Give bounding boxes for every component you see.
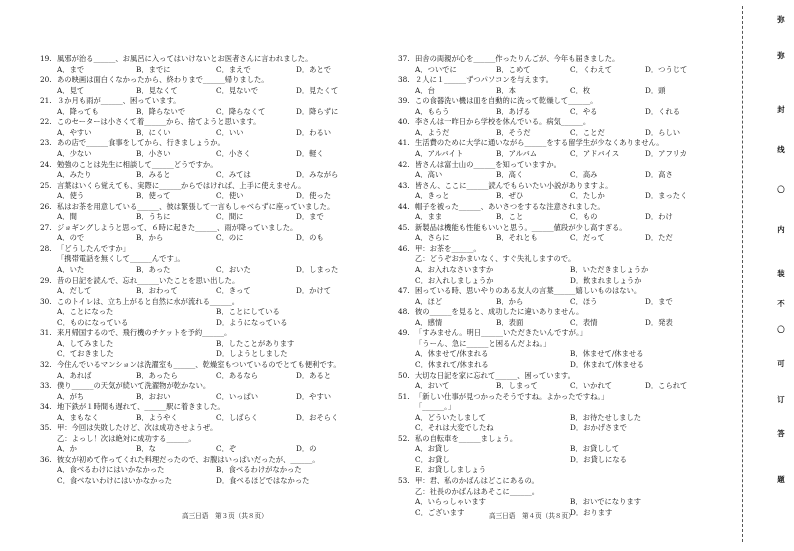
question-number: 32. — [40, 359, 52, 369]
answer-option: D．飲まれましょうか — [570, 275, 642, 285]
question-line — [40, 160, 218, 171]
answer-option: D．おそらく — [296, 412, 339, 422]
answer-option: D．ようになっている — [216, 317, 288, 327]
question-line — [398, 254, 575, 265]
answer-option: B．ぜひ — [496, 191, 524, 201]
answer-option: B．こと — [496, 212, 524, 222]
answer-option: C．枚 — [570, 85, 591, 95]
question-text: 彼女が初めて作ってくれた料理だったので、お腹はいっぱいだったが、______。 — [57, 454, 320, 464]
binding-char — [734, 224, 794, 235]
answer-option: A．か — [57, 444, 77, 454]
answer-option: B．な — [136, 444, 156, 454]
binding-char-text: 线 — [777, 145, 785, 154]
question-text: 大切な日記を家に忘れて______、困っています。 — [415, 370, 575, 380]
question-text: 乙：どうぞおかまいなく、すぐ失礼しますので。 — [415, 254, 576, 264]
question-text: 勉強のことは先生に相談して______どうですか。 — [57, 159, 218, 169]
question-text: ２人に１______ずつパソコンを与えます。 — [415, 75, 553, 85]
question-number: 29. — [40, 275, 52, 285]
question-text: 彼の______を見ると、成功したに違いありません。 — [415, 307, 584, 317]
question-line — [40, 244, 130, 255]
question-number: 47. — [398, 286, 410, 296]
answer-option: D．しようとしました — [216, 349, 288, 359]
answer-option: C．ほう — [570, 296, 598, 306]
question-line — [398, 307, 583, 318]
answer-option: A．アルバイト — [415, 148, 464, 158]
question-number: 20. — [40, 75, 52, 85]
question-text: 「どうしたんですか」 — [57, 243, 130, 253]
answer-option: B．から — [136, 233, 164, 243]
question-line — [40, 75, 269, 86]
binding-char — [734, 14, 794, 25]
answer-option: B．しまって — [496, 381, 538, 391]
binding-char-text: 答 — [777, 429, 785, 438]
answer-option: A．してみました — [57, 338, 114, 348]
question-number: 49. — [398, 328, 410, 338]
question-line — [40, 117, 260, 128]
answer-option: A．感情 — [415, 317, 443, 327]
answer-option: C．いかれて — [570, 381, 613, 391]
answer-option: A．おいて — [415, 381, 450, 391]
answer-option: C．それは大変でしたね — [415, 423, 494, 433]
binding-char-text: 〇 — [777, 325, 785, 334]
answer-option: D．らしい — [645, 127, 681, 137]
answer-option: D．見たくて — [296, 85, 339, 95]
answer-option: B．うちに — [136, 212, 171, 222]
binding-char — [734, 324, 794, 335]
answer-option: D．あとで — [296, 64, 332, 74]
answer-option: A．台 — [415, 85, 435, 95]
question-text: このトイレは、立ち上がると自然に水が流れる______。 — [57, 296, 240, 306]
question-line — [398, 54, 619, 65]
answer-option: A．食べるわけにはいかなかった — [57, 465, 165, 475]
question-text: 私はお茶を用意している______、彼は緊張して一言もしゃべらずに座っていました。 — [57, 201, 335, 211]
question-line — [398, 402, 455, 413]
question-text: 「すみません。明日______いただきたいんですが。」 — [415, 328, 587, 338]
question-line — [398, 328, 587, 339]
binding-char-text: 订 — [777, 395, 785, 404]
answer-option: B．休ませて/休ませる — [570, 349, 644, 359]
question-line — [40, 297, 239, 308]
answer-option: D．やすい — [296, 391, 332, 401]
answer-option: D．まで — [645, 296, 673, 306]
binding-char — [734, 104, 794, 115]
answer-option: D．の — [296, 444, 317, 454]
question-number: 46. — [398, 243, 410, 253]
answer-option: A．やすい — [57, 127, 92, 137]
question-text: 田舎の両親が心を______作ったりんごが、今年も届きました。 — [415, 54, 620, 63]
question-line — [40, 138, 225, 149]
answer-option: C．のに — [216, 233, 244, 243]
question-number: 38. — [398, 75, 410, 85]
answer-option: D．頭 — [645, 85, 666, 95]
question-text: 乙：よっし！次は絶対に成功する______。 — [57, 433, 196, 443]
question-number: 39. — [398, 96, 410, 106]
question-line — [40, 455, 320, 466]
question-number: 35. — [40, 423, 52, 433]
question-text: 地下鉄が１時間も遅れて、______駅に着きました。 — [57, 402, 225, 412]
question-text: 甲：君、私のかばんはどこにあるの。 — [415, 476, 539, 485]
answer-option: D．おかげさまで — [570, 423, 627, 433]
answer-option: A．見て — [57, 85, 85, 95]
binding-char-text: 题 — [777, 475, 785, 484]
question-line — [398, 181, 612, 192]
binding-char-text: 弥 — [777, 51, 785, 60]
binding-char — [734, 50, 794, 61]
question-number: 31. — [40, 328, 52, 338]
answer-option: B．それとも — [496, 233, 538, 243]
binding-char — [734, 144, 794, 155]
question-text: 風邪が治る______、お風呂に入ってはいけないとお医者さんに言われました。 — [57, 54, 313, 63]
question-number: 34. — [40, 402, 52, 412]
question-line — [398, 487, 539, 498]
question-number: 37. — [398, 54, 410, 63]
answer-option: C．降らなくて — [216, 106, 266, 116]
answer-option: B．いただきましょうか — [570, 265, 649, 274]
question-text: 昔の日記を読んで、忘れ______いたことを思い出した。 — [57, 275, 240, 285]
answer-option: C．いい — [216, 127, 244, 137]
binding-char — [734, 428, 794, 439]
question-line — [398, 96, 597, 107]
question-line — [40, 402, 225, 413]
question-text: 僕り______の天気が続いて洗濯物が乾かない。 — [57, 381, 211, 391]
answer-option: A．高い — [415, 170, 443, 180]
question-text: 新製品は機能も性能もいいと思う。______値段が少し高すぎる。 — [415, 222, 627, 232]
question-text: 乙：社長のかばんはあそこに______。 — [415, 486, 540, 496]
question-line — [398, 75, 553, 86]
answer-option: D．しまった — [296, 265, 339, 274]
answer-option: C．いっぱい — [216, 391, 259, 401]
question-number: 27. — [40, 222, 52, 232]
answer-option: C．使い — [216, 191, 244, 201]
answer-option: C．間に — [216, 212, 244, 222]
answer-option: C．しばらく — [216, 412, 259, 422]
question-line — [398, 160, 561, 171]
question-line — [398, 244, 481, 255]
answer-option: B．みると — [136, 170, 171, 180]
binding-char — [734, 394, 794, 405]
binding-char-text: 装 — [777, 269, 785, 278]
answer-option: D．わるい — [296, 127, 332, 137]
binding-char-text: 内 — [777, 225, 785, 234]
answer-option: D．お貸しになる — [570, 454, 627, 464]
answer-option: A．お貸し — [415, 444, 450, 454]
answer-option: A．きっと — [415, 191, 450, 201]
answer-option: A．まま — [415, 212, 443, 222]
answer-option: B．高く — [496, 170, 524, 180]
question-number: 51. — [398, 391, 410, 401]
answer-option: B．までに — [136, 64, 171, 74]
question-line — [40, 423, 217, 434]
answer-option: A．使う — [57, 191, 85, 201]
binding-char-text: 可 — [777, 359, 785, 368]
answer-option: B．あったら — [136, 370, 178, 380]
question-number: 28. — [40, 243, 52, 253]
answer-option: B．こめて — [496, 64, 531, 74]
answer-option: D．かけて — [296, 286, 332, 296]
question-text: 生活費のために大学に通いながら______をする留学生が少なくありません。 — [415, 138, 664, 148]
question-text: 「______。」 — [415, 402, 456, 412]
answer-option: A．どういたしまして — [415, 412, 486, 422]
question-line — [40, 96, 180, 107]
question-line — [40, 202, 334, 213]
question-text: ３か月も雨が______、困っています。 — [57, 96, 181, 106]
answer-option: C．やる — [570, 106, 598, 116]
answer-option: C．ておきました — [57, 349, 114, 359]
question-text: 帽子を被った______、あいさつをするな注意されました。 — [415, 201, 605, 211]
answer-option: D．軽く — [296, 148, 324, 158]
question-number: 42. — [398, 159, 410, 169]
answer-option: B．おおい — [136, 391, 171, 401]
answer-option: C．アドバイス — [570, 148, 620, 158]
answer-option: C．小さく — [216, 148, 251, 158]
answer-option: D．まったく — [645, 191, 688, 201]
binding-char — [734, 184, 794, 195]
answer-option: D．降らずに — [296, 106, 339, 116]
answer-option: C．ことだ — [570, 127, 605, 137]
answer-option: B．あげる — [496, 106, 531, 116]
question-text: 「うーん、急に______と困るんだよね。」 — [415, 338, 551, 348]
question-line — [398, 202, 605, 213]
answer-option: B．おわって — [136, 286, 178, 296]
question-text: 「携帯電話を無くして______んです」。 — [57, 254, 185, 264]
answer-option: B．本 — [496, 85, 516, 95]
question-text: 甲：お茶を______。 — [415, 243, 481, 253]
answer-option: C．まえで — [216, 64, 251, 74]
question-line — [398, 117, 590, 128]
question-line — [40, 181, 305, 192]
question-line — [398, 476, 539, 487]
binding-char-text: 弥 — [777, 15, 785, 24]
answer-option: D．ただ — [645, 233, 673, 243]
answer-option: C．くわえて — [570, 64, 613, 74]
answer-option: D．あると — [296, 370, 332, 380]
answer-option: A．まもなく — [57, 412, 99, 422]
question-text: 李さんは一昨日から学校を休んでいる。病気______。 — [415, 117, 591, 127]
answer-option: A．もらう — [415, 106, 450, 116]
answer-option: B．小さい — [136, 148, 171, 158]
answer-option: C．見ないで — [216, 85, 259, 95]
binding-margin — [734, 0, 794, 551]
question-line — [40, 254, 185, 265]
answer-option: A．お入れなさいますか — [415, 265, 494, 274]
question-text: 私の自転車を______ましょう。 — [415, 433, 518, 443]
answer-option: C．ございます — [415, 507, 465, 517]
answer-option: D．のも — [296, 233, 324, 243]
binding-char — [734, 474, 794, 485]
answer-option: D．わけ — [645, 212, 673, 222]
answer-option: B．から — [496, 296, 524, 306]
answer-option: C．たしか — [570, 191, 605, 201]
question-text: あの店で______食事をしてから、行きましょうか。 — [57, 138, 225, 148]
question-text: 言葉はいくら覚えても、実際に______からではければ、上手に使えません。 — [57, 180, 306, 190]
question-line — [398, 286, 641, 297]
answer-option: D．休まれて/休ませる — [570, 359, 644, 369]
answer-option: A．少ない — [57, 148, 92, 158]
answer-option: B．使って — [136, 191, 171, 201]
answer-option: D．まで — [296, 212, 324, 222]
answer-option: B．ようやく — [136, 412, 178, 422]
answer-option: C．表情 — [570, 317, 598, 327]
answer-option: D．つうじて — [645, 64, 688, 74]
question-line — [40, 360, 341, 371]
answer-option: A．ようだ — [415, 127, 450, 137]
answer-option: B．ことにしている — [216, 307, 280, 317]
answer-option: A．あれば — [57, 370, 92, 380]
answer-option: B．お待たせしました — [570, 412, 642, 422]
question-number: 50. — [398, 370, 410, 380]
answer-option: A．ほど — [415, 296, 443, 306]
answer-option: C．ぞ — [216, 444, 237, 454]
answer-option: A．まで — [57, 64, 85, 74]
answer-option: D．使った — [296, 191, 332, 201]
question-number: 26. — [40, 201, 52, 211]
answer-option: B．したことがあります — [216, 338, 295, 348]
answer-option: A．がち — [57, 391, 85, 401]
answer-option: B．表面 — [496, 317, 524, 327]
question-line — [40, 381, 210, 392]
answer-option: B．アルバム — [496, 148, 538, 158]
page-footer-left: 高三日语 第３页（共８页） — [182, 512, 268, 520]
question-number: 45. — [398, 222, 410, 232]
question-line — [398, 392, 608, 403]
answer-option: A．降っても — [57, 106, 99, 116]
question-line — [398, 339, 550, 350]
question-number: 53. — [398, 476, 410, 485]
answer-option: A．だして — [57, 286, 92, 296]
question-number: 48. — [398, 307, 410, 317]
answer-option: D．食べるほどではなかった — [216, 476, 310, 485]
answer-option: D．アフリカ — [645, 148, 687, 158]
binding-char — [734, 298, 794, 309]
question-text: あの映画は面白くなかったから、終わりまで______帰りました。 — [57, 75, 269, 85]
question-text: このセーターは小さくて着______から、捨てようと思います。 — [57, 117, 261, 127]
answer-option: B．降らないで — [136, 106, 186, 116]
question-text: 来月帰国するので、飛行機のチケットを予約______。 — [57, 328, 232, 338]
answer-option: D．発表 — [645, 317, 673, 327]
answer-option: A．ことになった — [57, 307, 114, 317]
question-number: 22. — [40, 117, 52, 127]
page-footer-right: 高三日语 第４页（共８页） — [489, 512, 575, 520]
question-line — [40, 223, 297, 234]
question-text: ジョギングしようと思って、６時に起きた______、雨が降っていました。 — [57, 222, 298, 232]
question-number: 41. — [398, 138, 410, 148]
answer-option: C．高み — [570, 170, 598, 180]
answer-option: C．もの — [570, 212, 598, 222]
answer-option: D．おります — [570, 507, 613, 517]
question-text: 甲：今回は失敗したけど、次は成功させようぜ。 — [57, 423, 218, 433]
answer-option: C．食べないわけにはいかなかった — [57, 476, 173, 485]
binding-char-text: 〇 — [777, 185, 785, 194]
answer-option: D．みながら — [296, 170, 339, 180]
answer-option: A．さらに — [415, 233, 450, 243]
question-text: 皆さん、ここに______読んでもらいたい小説がありますよ。 — [415, 180, 613, 190]
answer-option: B．おいでになります — [570, 497, 642, 507]
question-line — [40, 434, 196, 445]
question-number: 40. — [398, 117, 410, 127]
question-line — [398, 434, 517, 445]
question-line — [40, 328, 231, 339]
question-line — [40, 276, 239, 287]
question-text: この食器洗い機は皿を自動的に洗って乾燥して______。 — [415, 96, 598, 106]
binding-char-text: 不 — [777, 299, 785, 308]
answer-option: A．休ませて/休まれる — [415, 349, 489, 359]
question-line — [398, 138, 664, 149]
answer-option: A．いた — [57, 265, 85, 274]
answer-option: C．お貸し — [415, 454, 450, 464]
question-number: 24. — [40, 159, 52, 169]
question-number: 33. — [40, 381, 52, 391]
question-number: 44. — [398, 201, 410, 211]
binding-char-text: 封 — [777, 105, 785, 114]
question-number: 25. — [40, 180, 52, 190]
answer-option: A．いらっしゃいます — [415, 497, 486, 507]
answer-option: B．にくい — [136, 127, 171, 137]
answer-option: B．見なくて — [136, 85, 178, 95]
question-text: 「新しい仕事が見つかったそうですね。よかったですね。」 — [415, 391, 609, 401]
answer-option: A．みたり — [57, 170, 92, 180]
answer-option: B．お貸しして — [570, 444, 620, 454]
answer-option: D．こられて — [645, 381, 688, 391]
answer-option: C．だって — [570, 233, 605, 243]
answer-option: B．あった — [136, 265, 171, 274]
question-text: 皆さんは富士山の______を知っていますか。 — [415, 159, 561, 169]
question-line — [398, 371, 575, 382]
question-line — [398, 223, 627, 234]
question-text: 困っている時、思いやりのある友人の言葉______嬉しいものはない。 — [415, 286, 642, 296]
answer-option: E．お貸ししましょう — [415, 465, 486, 475]
question-text: 今住んでいるマンションは洗濯室も______、乾燥室もついているのでとても便利です。 — [57, 359, 341, 369]
question-number: 52. — [398, 433, 410, 443]
answer-option: C．きって — [216, 286, 251, 296]
binding-char — [734, 358, 794, 369]
answer-option: B．そうだ — [496, 127, 531, 137]
question-number: 19. — [40, 54, 52, 63]
question-line — [40, 54, 312, 65]
answer-option: C．ものになっている — [57, 317, 129, 327]
answer-option: D．くれる — [645, 106, 681, 116]
answer-option: C．おいた — [216, 265, 251, 274]
answer-option: A．ので — [57, 233, 85, 243]
binding-char — [734, 268, 794, 279]
answer-option: C．お入れしましょうか — [415, 275, 494, 285]
answer-option: C．あるなら — [216, 370, 259, 380]
question-number: 23. — [40, 138, 52, 148]
question-number: 43. — [398, 180, 410, 190]
question-number: 30. — [40, 296, 52, 306]
answer-option: A．間 — [57, 212, 77, 222]
answer-option: C．休まれて/休まれる — [415, 359, 489, 369]
answer-option: B．食べるわけがなかった — [216, 465, 302, 475]
question-number: 21. — [40, 96, 52, 106]
answer-option: A．ついでに — [415, 64, 457, 74]
answer-option: D．高さ — [645, 170, 673, 180]
question-number: 36. — [40, 454, 52, 464]
answer-option: C．みては — [216, 170, 251, 180]
